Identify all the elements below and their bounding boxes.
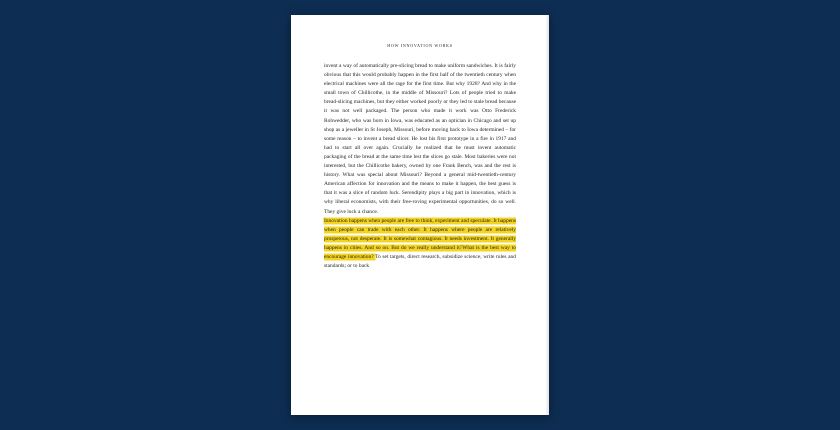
page-edge-shading (546, 15, 549, 415)
document-page (291, 15, 549, 415)
body-text (324, 62, 516, 271)
paragraph-2-highlighted (324, 217, 516, 272)
paragraph-3-unhighlighted: To set targets, direct research, subsidize science, write rules and standards; or to back (324, 253, 516, 270)
highlight-span: Innovation happens when people are free to think, experiment and speculate. It happens when people can trade with each other. It happens where people are relatively prosperous, not desperate. It is somewhat contagious. It needs investment. It generally happens in cities. And so on. But do we really understand it? (324, 217, 516, 251)
page-content (324, 43, 516, 271)
running-head: HOW INNOVATION WORKS (387, 43, 453, 48)
paragraph-1: invent a way of automatically pre-slicing bread to make uniform sandwiches. It is fairly obvious that this would probably happen in the first half of the twentieth century when electrical machines were all the rage for the first time. But why 1928? And why in the small town of Chillicothe, in the middle of Missouri? Lots of people tried to make bread-slicing machines, but they either worked poorly or they led to stale bread because it was not well packaged. The person who made it work was Otto Frederick Rohwedder, who was born in Iowa, was educated as an optician in Chicago and set up shop as a jeweller in St Joseph, Missouri, before moving back to Iowa determined – for some reason – to invent a bread slicer. He lost his first prototype in a fire in 1917 and had to start all over again. Crucially he realized that he must invent automatic packaging of the bread at the same time lest the slices go stale. Most bakeries were not interested, but the Chillicothe bakery, owned by one Frank Bench, was and the rest is history. What was special about Missouri? Beyond a general mid-twentieth-century American affection for innovation and the means to make it happen, the best guess is that it was a slice of random luck. Serendipity plays a big part in innovation, which is why liberal economists, with their free-roving experimental opportunities, do so well. They give luck a chance. (324, 63, 516, 215)
highlight-span-partial: What is the best way to encourage innovation? (324, 244, 517, 260)
